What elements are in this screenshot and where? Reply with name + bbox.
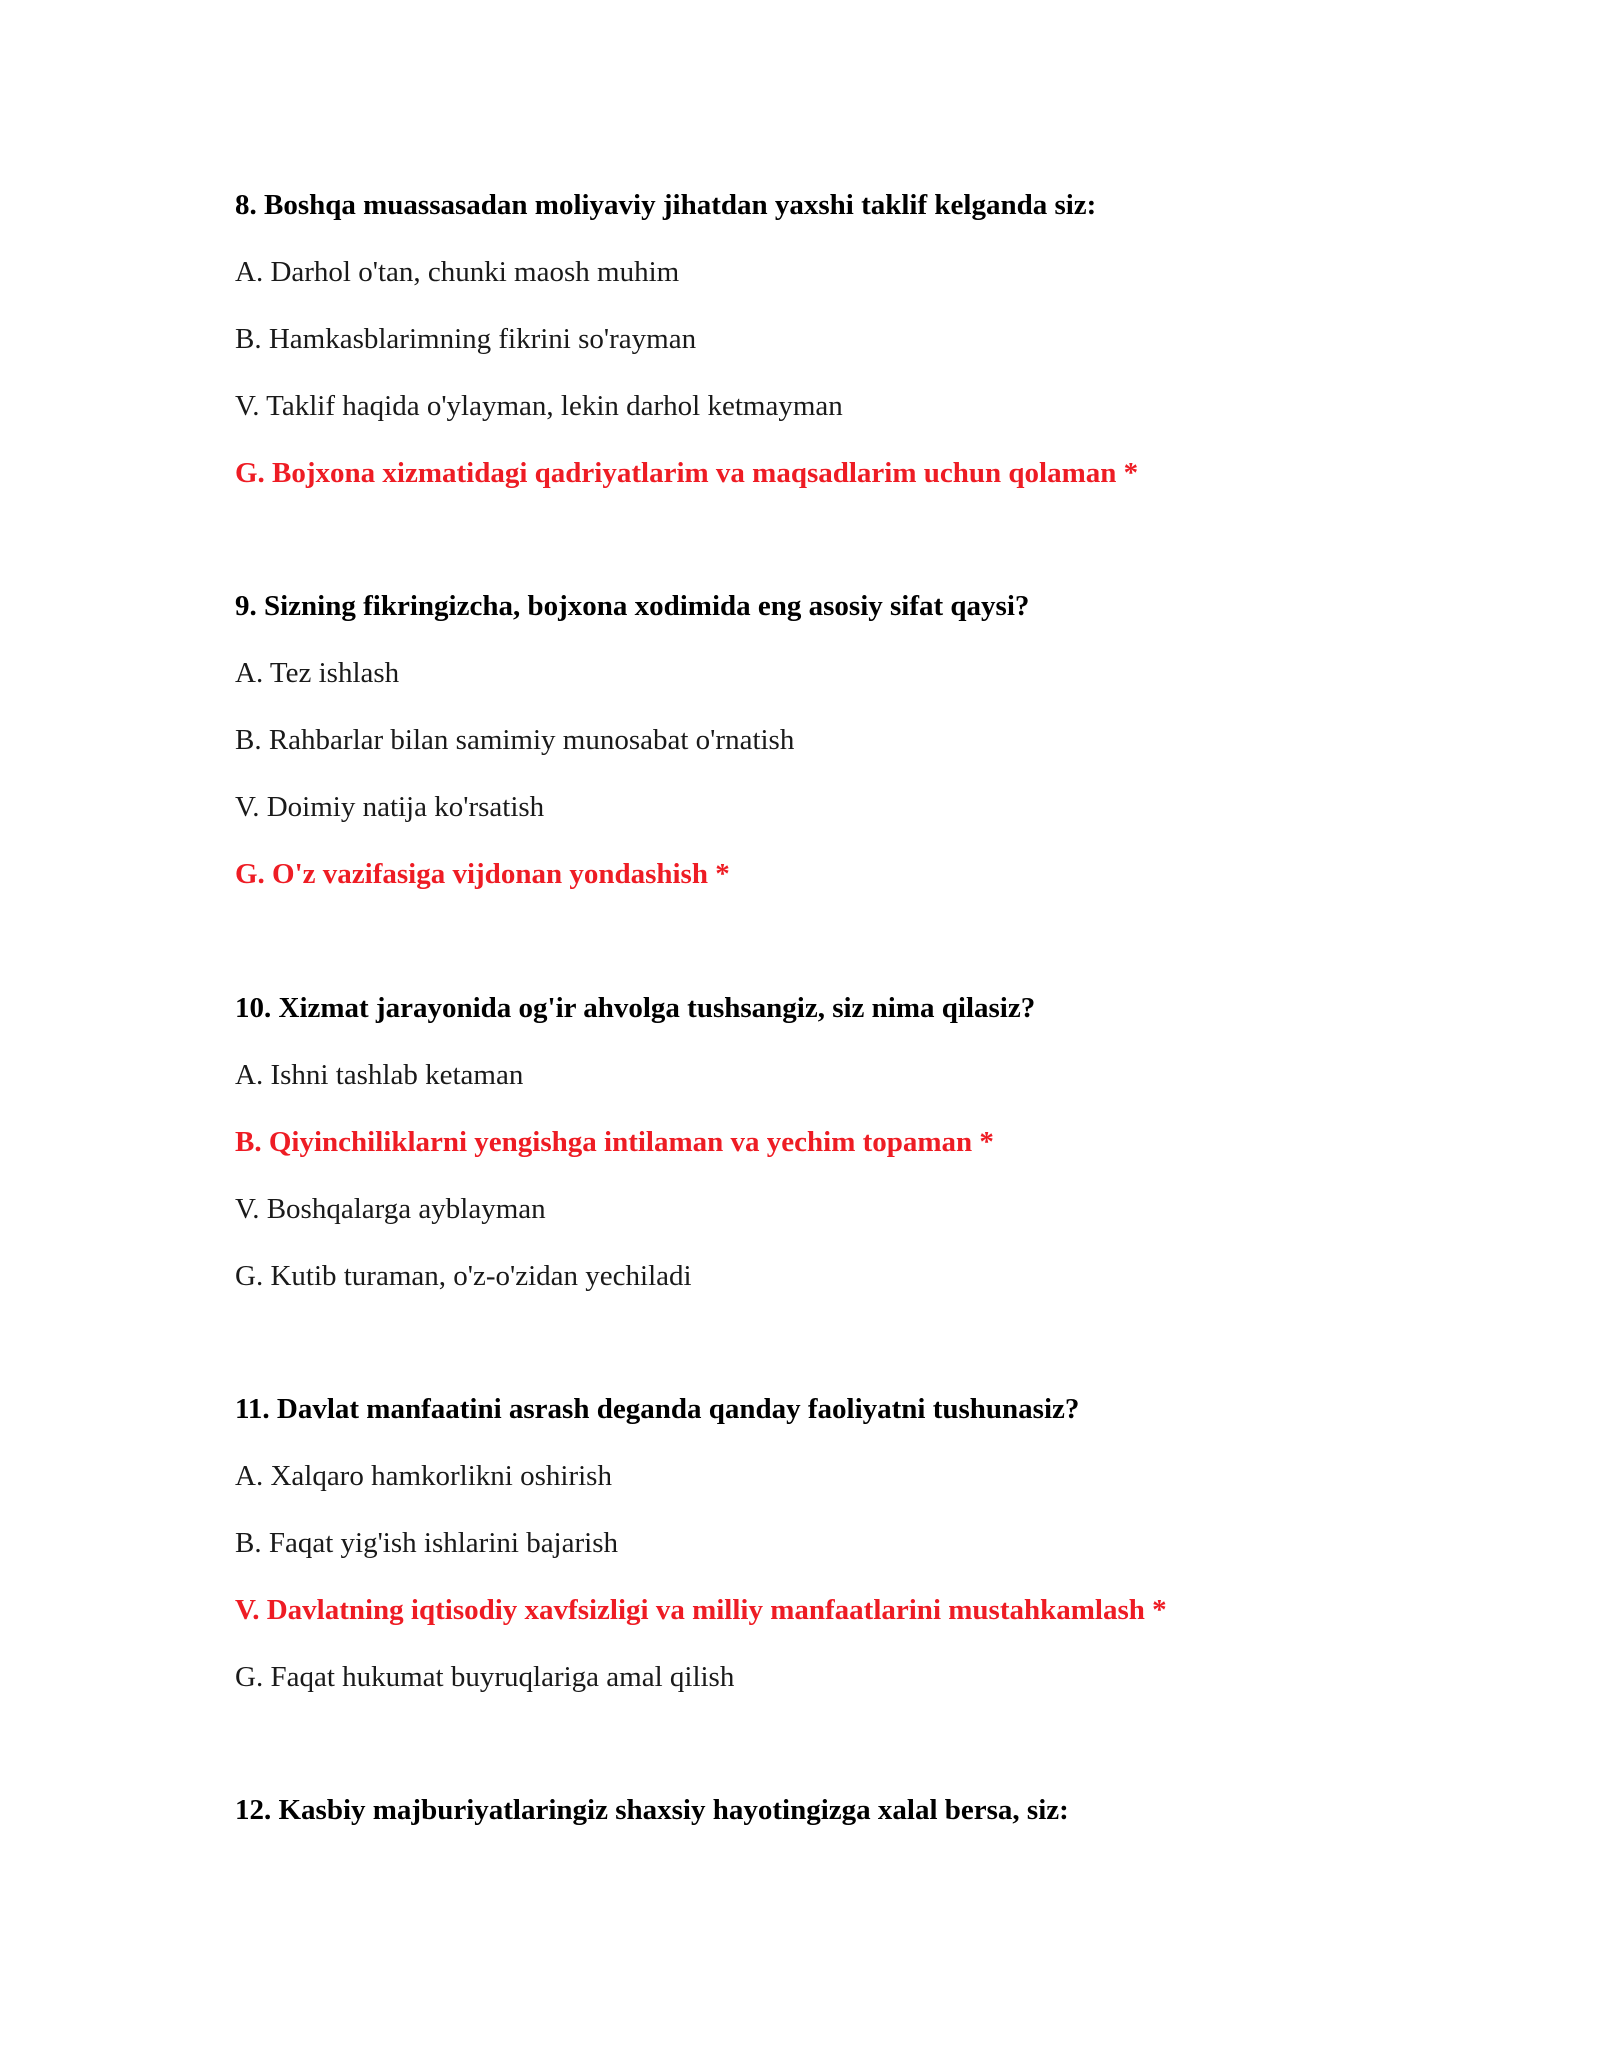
question-9-text: 9. Sizning fikringizcha, bojxona xodimida eng asosiy sifat qaysi? [235, 590, 1030, 622]
question-8-option-v: V. Taklif haqida o'ylayman, lekin darhol ketmayman [235, 390, 843, 422]
question-8-text: 8. Boshqa muassasadan moliyaviy jihatdan yaxshi taklif kelganda siz: [235, 189, 1097, 221]
question-9-option-a: A. Tez ishlash [235, 657, 400, 689]
question-11-option-v-correct: V. Davlatning iqtisodiy xavfsizligi va milliy manfaatlarini mustahkamlash * [235, 1594, 1167, 1626]
question-8-option-g-correct: G. Bojxona xizmatidagi qadriyatlarim va maqsadlarim uchun qolaman * [235, 457, 1139, 489]
question-9-option-v: V. Doimiy natija ko'rsatish [235, 791, 545, 823]
question-10-option-g: G. Kutib turaman, o'z-o'zidan yechiladi [235, 1260, 692, 1292]
question-11-option-g: G. Faqat hukumat buyruqlariga amal qilish [235, 1661, 735, 1693]
question-12-text: 12. Kasbiy majburiyatlaringiz shaxsiy hayotingizga xalal bersa, siz: [235, 1794, 1069, 1826]
question-11-option-a: A. Xalqaro hamkorlikni oshirish [235, 1460, 612, 1492]
question-9-option-g-correct: G. O'z vazifasiga vijdonan yondashish * [235, 858, 730, 890]
question-8-option-b: B. Hamkasblarimning fikrini so'rayman [235, 323, 697, 355]
question-9-option-b: B. Rahbarlar bilan samimiy munosabat o'rnatish [235, 724, 795, 756]
question-11-option-b: B. Faqat yig'ish ishlarini bajarish [235, 1527, 618, 1559]
question-10-option-v: V. Boshqalarga ayblayman [235, 1193, 546, 1225]
question-8-option-a: A. Darhol o'tan, chunki maosh muhim [235, 256, 680, 288]
question-10-text: 10. Xizmat jarayonida og'ir ahvolga tushsangiz, siz nima qilasiz? [235, 992, 1036, 1024]
question-11-text: 11. Davlat manfaatini asrash deganda qanday faoliyatni tushunasiz? [235, 1393, 1080, 1425]
question-10-option-b-correct: B. Qiyinchiliklarni yengishga intilaman va yechim topaman * [235, 1126, 994, 1158]
question-10-option-a: A. Ishni tashlab ketaman [235, 1059, 524, 1091]
